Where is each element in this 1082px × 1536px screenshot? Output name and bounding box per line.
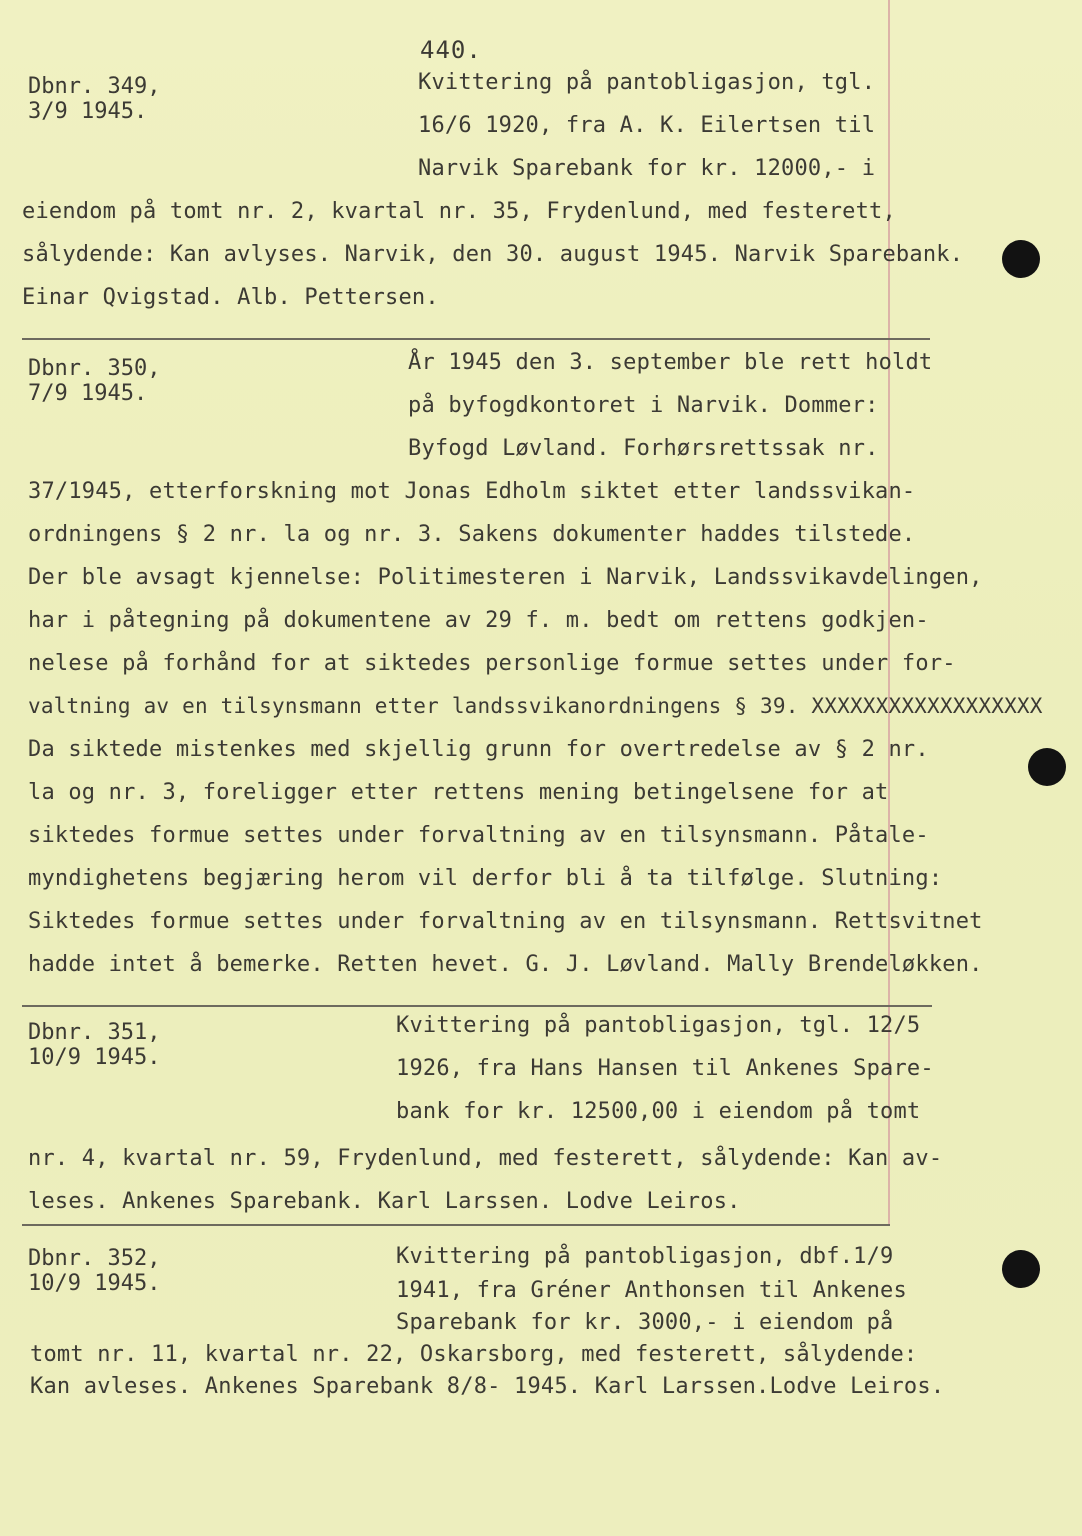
entry-line: Siktedes formue settes under forvaltning av en tilsynsmann. Rettsvitnet [28, 909, 983, 934]
entry-line: leses. Ankenes Sparebank. Karl Larssen. Lodve Leiros. [28, 1189, 741, 1214]
entry-line: År 1945 den 3. september ble rett holdt [408, 350, 933, 375]
punch-hole [1028, 748, 1066, 786]
entry-line: Da siktede mistenkes med skjellig grunn for overtredelse av § 2 nr. [28, 737, 929, 762]
entry-line: hadde intet å bemerke. Retten hevet. G. J. Løvland. Mally Brendeløkken. [28, 952, 983, 977]
entry-number: Dbnr. 351, [28, 1020, 161, 1045]
entry-ref [28, 1246, 160, 1296]
entry-date: 3/9 1945. [28, 99, 148, 124]
entry-line: Einar Qvigstad. Alb. Pettersen. [22, 285, 439, 310]
entry-line: Kvittering på pantobligasjon, tgl. 12/5 [396, 1013, 921, 1038]
punch-hole [1002, 240, 1040, 278]
entry-line: Byfogd Løvland. Forhørsrettssak nr. [408, 436, 879, 461]
entry-number: Dbnr. 350, [28, 356, 161, 381]
entry-number: Dbnr. 352, [28, 1246, 161, 1271]
entry-line: myndighetens begjæring herom vil derfor bli å ta tilfølge. Slutning: [28, 866, 943, 891]
entry-line: Der ble avsagt kjennelse: Politimesteren i Narvik, Landssvikavdelingen, [28, 565, 983, 590]
page-number: 440. [420, 36, 482, 64]
entry-ref [28, 356, 160, 406]
entry-line: 16/6 1920, fra A. K. Eilertsen til [418, 113, 876, 138]
entry-line: sålydende: Kan avlyses. Narvik, den 30. august 1945. Narvik Sparebank. [22, 242, 964, 267]
entry-line: Narvik Sparebank for kr. 12000,- i [418, 156, 876, 181]
entry-line: 1926, fra Hans Hansen til Ankenes Spare- [396, 1056, 934, 1081]
entry-divider [22, 1224, 890, 1226]
entry-date: 10/9 1945. [28, 1271, 161, 1296]
entry-line: 37/1945, etterforskning mot Jonas Edholm siktet etter landssvikan- [28, 479, 916, 504]
entry-line: siktedes formue settes under forvaltning av en tilsynsmann. Påtale- [28, 823, 929, 848]
entry-line: la og nr. 3, foreligger etter rettens mening betingelsene for at [28, 780, 889, 805]
entry-date: 10/9 1945. [28, 1045, 161, 1070]
entry-divider [22, 338, 930, 340]
entry-line: eiendom på tomt nr. 2, kvartal nr. 35, Frydenlund, med festerett, [22, 199, 896, 224]
entry-line: Kvittering på pantobligasjon, dbf.1/9 [396, 1244, 894, 1269]
entry-line: ordningens § 2 nr. la og nr. 3. Sakens dokumenter haddes tilstede. [28, 522, 916, 547]
entry-line: Kvittering på pantobligasjon, tgl. [418, 70, 876, 95]
entry-divider [22, 1005, 932, 1007]
entry-line: tomt nr. 11, kvartal nr. 22, Oskarsborg, med festerett, sålydende: [30, 1342, 918, 1367]
entry-ref [28, 74, 160, 124]
entry-line: nelese på forhånd for at siktedes personlige formue settes under for- [28, 651, 956, 676]
entry-date: 7/9 1945. [28, 381, 148, 406]
entry-line: har i påtegning på dokumentene av 29 f. m. bedt om rettens godkjen- [28, 608, 929, 633]
entry-line: Kan avleses. Ankenes Sparebank 8/8- 1945. Karl Larssen.Lodve Leiros. [30, 1374, 945, 1399]
punch-hole [1002, 1250, 1040, 1288]
entry-line: på byfogdkontoret i Narvik. Dommer: [408, 393, 879, 418]
entry-line: Sparebank for kr. 3000,- i eiendom på [396, 1310, 894, 1335]
entry-line: 1941, fra Gréner Anthonsen til Ankenes [396, 1278, 907, 1303]
entry-line: valtning av en tilsynsmann etter landssvikanordningens § 39. XXXXXXXXXXXXXXXXXX [28, 694, 1043, 718]
entry-ref [28, 1020, 160, 1070]
entry-line: nr. 4, kvartal nr. 59, Frydenlund, med festerett, sålydende: Kan av- [28, 1146, 943, 1171]
entry-number: Dbnr. 349, [28, 74, 161, 99]
entry-line: bank for kr. 12500,00 i eiendom på tomt [396, 1099, 921, 1124]
